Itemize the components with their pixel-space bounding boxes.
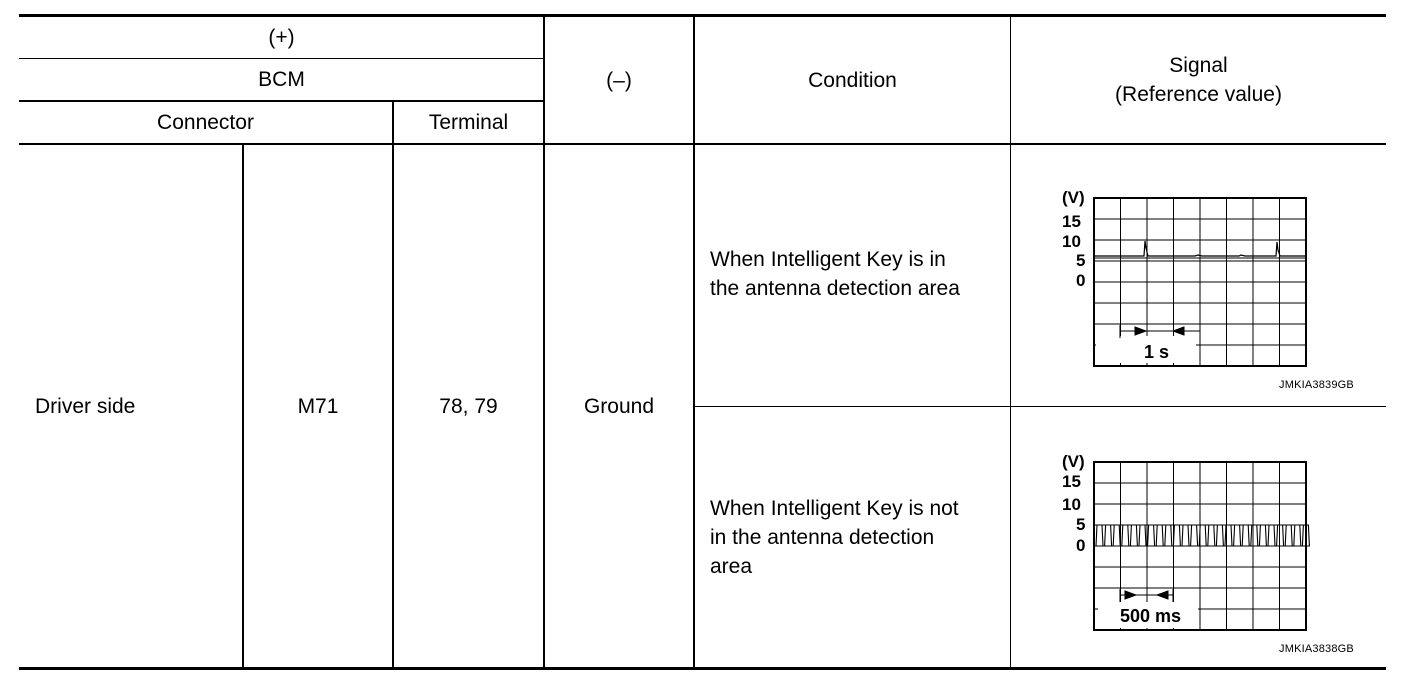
- figure-id-2: JMKIA3838GB: [1279, 643, 1354, 655]
- waveform-2-svg: [1058, 450, 1318, 635]
- condition-divider-rule: [694, 406, 1386, 407]
- header-signal: [1011, 17, 1386, 143]
- y-tick-15: 15: [1062, 472, 1081, 491]
- header-signal-line1: Signal: [1169, 54, 1228, 77]
- condition-line: in the antenna detection: [710, 526, 935, 549]
- header-bcm: BCM: [258, 68, 305, 91]
- condition-in-area: [710, 245, 1005, 303]
- y-tick-0: 0: [1076, 536, 1086, 555]
- row-ground: Ground: [583, 394, 655, 418]
- condition-line: area: [710, 555, 753, 578]
- header-plus: (+): [268, 26, 295, 49]
- unit-label: (V): [1062, 452, 1085, 471]
- y-tick-5: 5: [1076, 251, 1086, 270]
- row-connector: M71: [297, 394, 339, 418]
- signal-waveform-1: [1058, 186, 1318, 371]
- row-terminal: 78, 79: [439, 394, 498, 418]
- y-tick-10: 10: [1062, 495, 1081, 514]
- unit-label: (V): [1062, 188, 1085, 207]
- condition-not-in-area: [710, 494, 1005, 581]
- signal-waveform-2: [1058, 450, 1318, 635]
- time-label: 500 ms: [1120, 606, 1182, 626]
- header-terminal: Terminal: [428, 111, 509, 134]
- time-label: 1 s: [1144, 342, 1170, 362]
- header-connector: Connector: [157, 111, 254, 134]
- row-location: Driver side: [35, 394, 136, 418]
- figure-id-1: JMKIA3839GB: [1279, 379, 1354, 391]
- waveform-trace: [1094, 525, 1309, 546]
- condition-line: the antenna detection area: [710, 277, 960, 300]
- header-signal-line2: (Reference value): [1115, 83, 1282, 106]
- y-tick-0: 0: [1076, 271, 1086, 290]
- condition-line: When Intelligent Key is not: [710, 497, 959, 520]
- waveform-1-svg: [1058, 186, 1318, 371]
- header-condition: Condition: [808, 68, 897, 92]
- header-minus: (–): [606, 68, 632, 92]
- y-tick-5: 5: [1076, 515, 1086, 534]
- y-tick-15: 15: [1062, 212, 1081, 231]
- table-bottom-rule: [19, 667, 1386, 670]
- condition-line: When Intelligent Key is in: [710, 248, 946, 271]
- y-tick-10: 10: [1062, 232, 1081, 251]
